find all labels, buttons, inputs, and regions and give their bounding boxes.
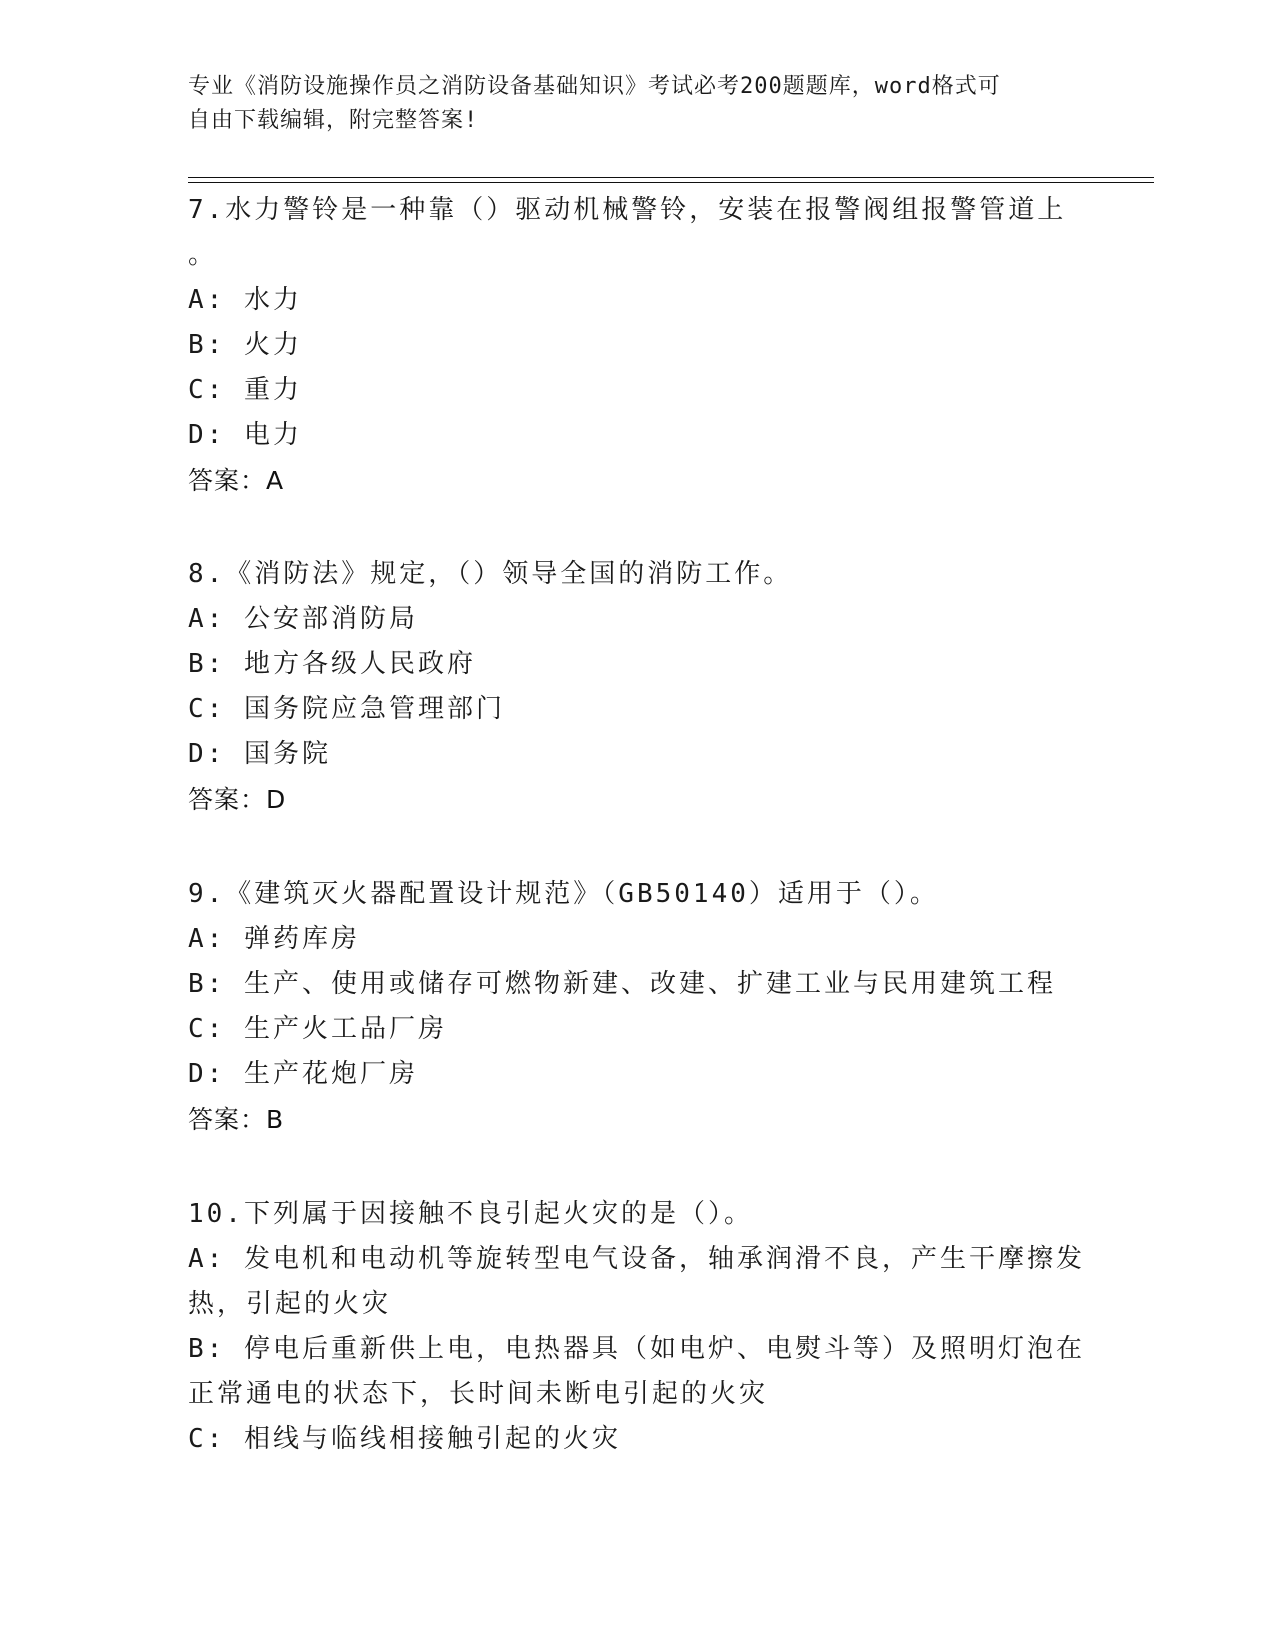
option-b: B: 生产、使用或储存可燃物新建、改建、扩建工业与民用建筑工程 [188,969,1056,999]
option-b: B: 火力 [188,330,302,360]
header-line-1: 专业《消防设施操作员之消防设备基础知识》考试必考200题题库，word格式可 [188,74,1001,99]
option-b: B: 地方各级人民政府 [188,649,476,679]
option-a-continuation: 热，引起的火灾 [188,1289,392,1319]
option-b-continuation: 正常通电的状态下，长时间未断电引起的火灾 [188,1379,769,1409]
option-d: D: 国务院 [188,739,331,769]
option-d: D: 电力 [188,420,302,450]
document-header [188,70,1068,138]
option-c: C: 相线与临线相接触引起的火灾 [188,1424,621,1454]
answer-label: 答案：B [188,1105,285,1134]
question-stem-continuation: 。 [188,240,218,270]
question-stem: 7.水力警铃是一种靠（）驱动机械警铃，安装在报警阀组报警管道上 [188,195,1067,225]
answer-label: 答案：A [188,466,285,495]
question-7 [188,188,1088,503]
question-9 [188,872,1088,1142]
question-stem: 8.《消防法》规定，（）领导全国的消防工作。 [188,559,793,589]
option-c: C: 国务院应急管理部门 [188,694,505,724]
answer-label: 答案：D [188,785,287,814]
header-divider-top [188,177,1154,178]
question-stem: 10.下列属于因接触不良引起火灾的是（）。 [188,1199,753,1229]
option-a: A: 公安部消防局 [188,604,418,634]
option-c: C: 重力 [188,375,302,405]
header-divider-bottom [188,182,1154,183]
option-c: C: 生产火工品厂房 [188,1014,447,1044]
question-8 [188,552,1088,822]
option-d: D: 生产花炮厂房 [188,1059,418,1089]
option-a: A: 弹药库房 [188,924,360,954]
question-10 [188,1192,1088,1462]
option-a: A: 发电机和电动机等旋转型电气设备，轴承润滑不良，产生干摩擦发 [188,1244,1085,1274]
header-line-2: 自由下载编辑，附完整答案! [188,108,479,133]
option-b: B: 停电后重新供上电，电热器具（如电炉、电熨斗等）及照明灯泡在 [188,1334,1085,1364]
option-a: A: 水力 [188,285,302,315]
question-stem: 9.《建筑灭火器配置设计规范》（GB50140）适用于（）。 [188,879,939,909]
